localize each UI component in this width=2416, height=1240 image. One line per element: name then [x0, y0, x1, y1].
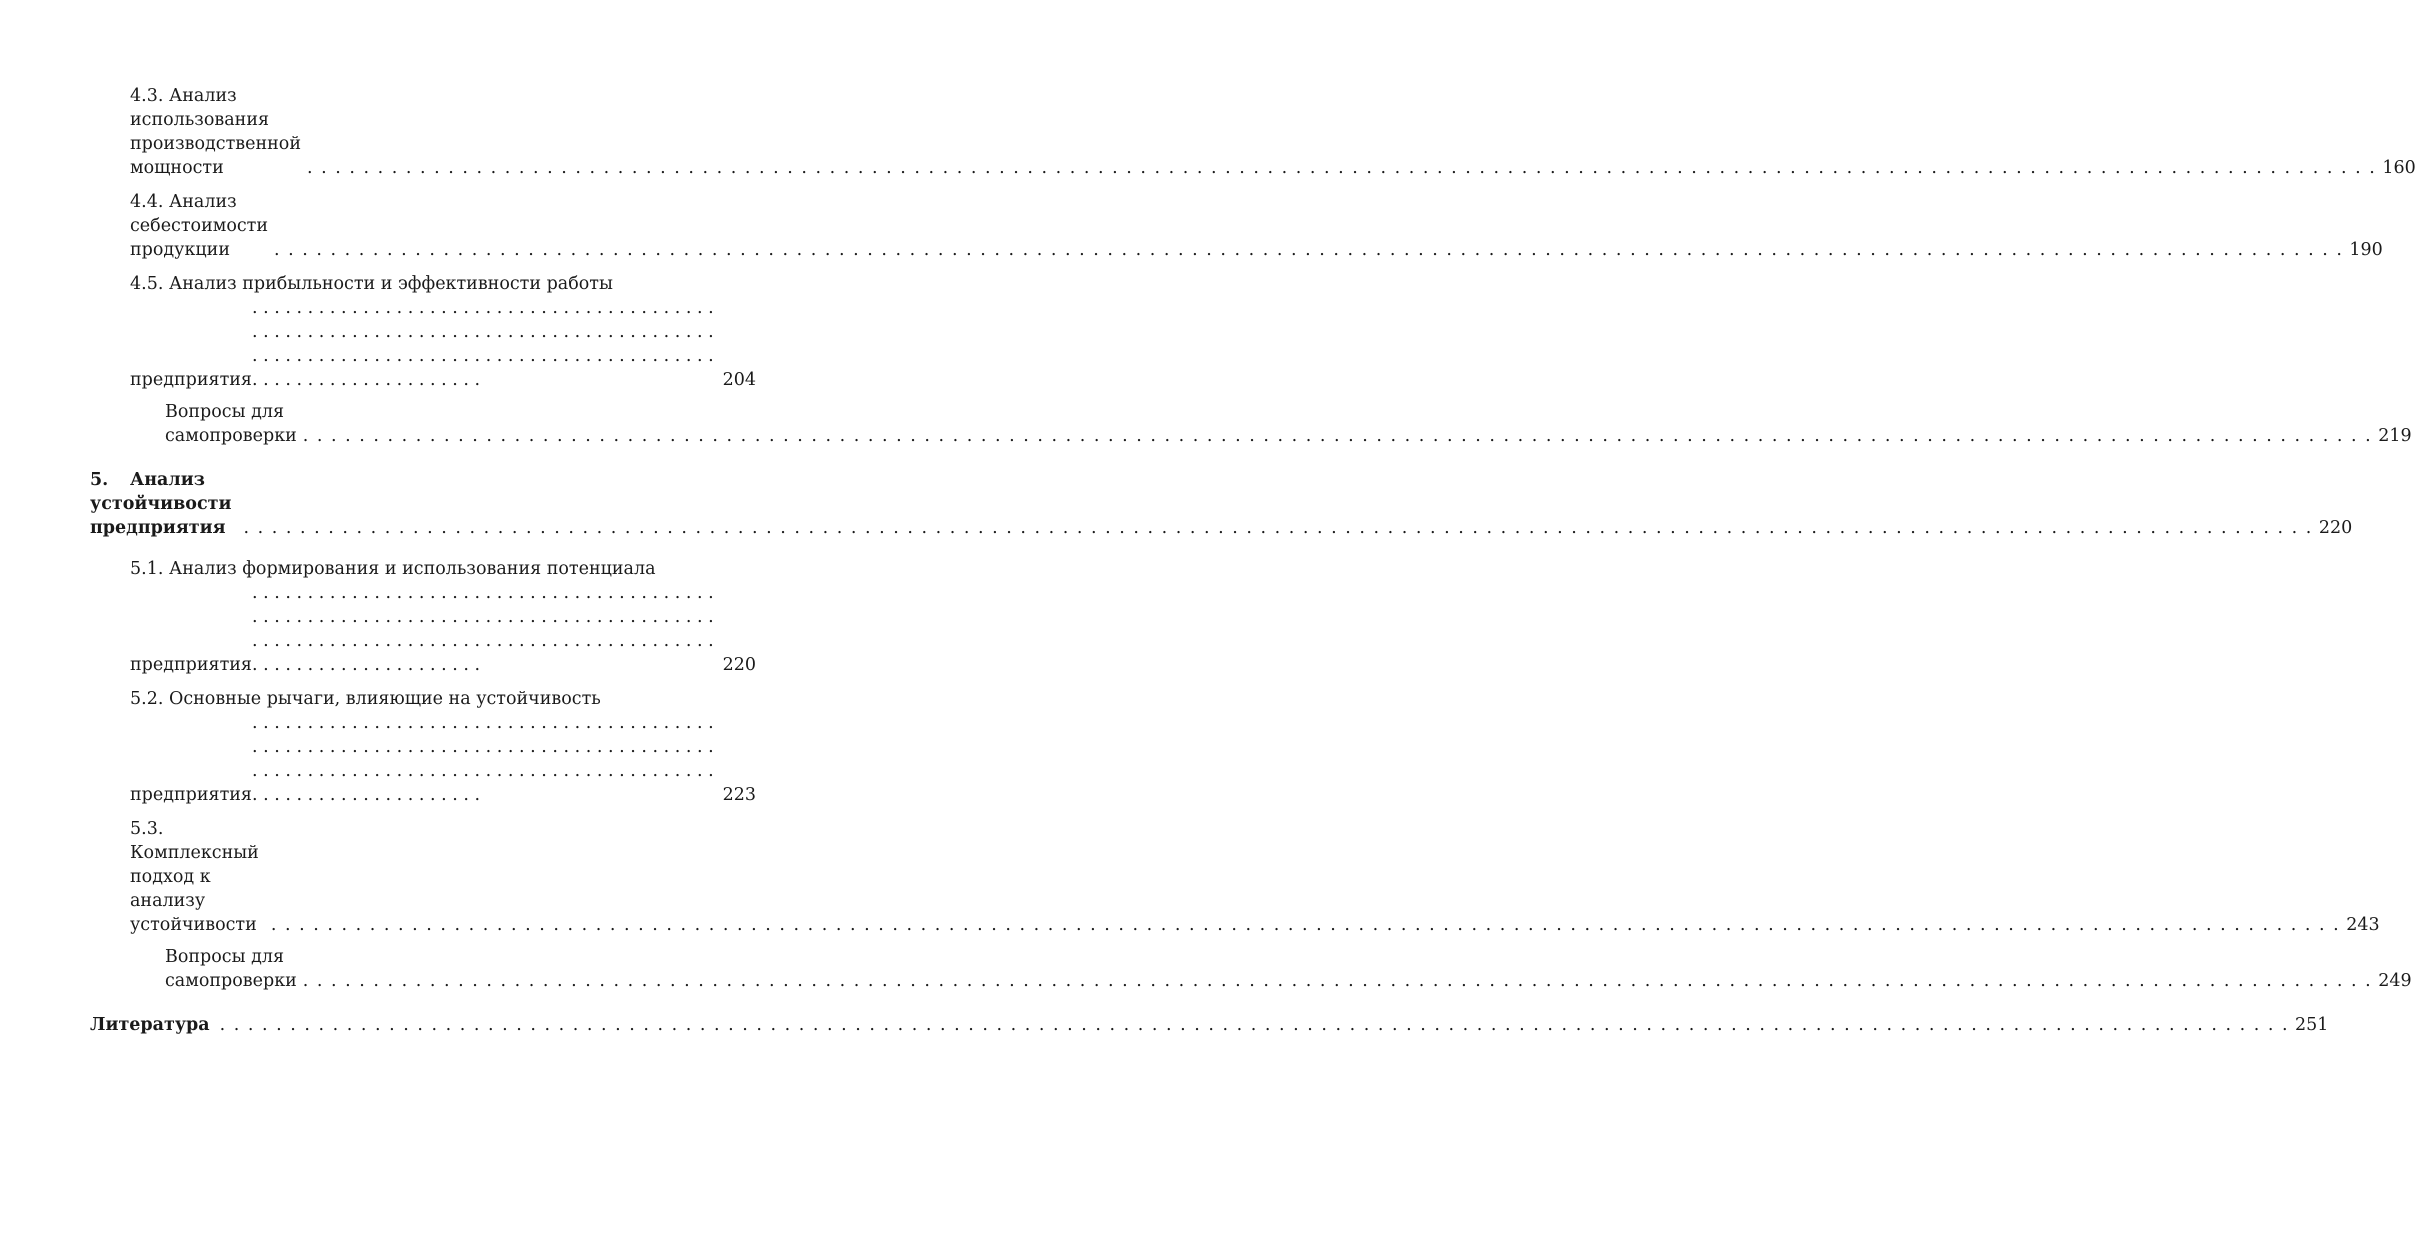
- toc-entry-title: Вопросы для самопроверки: [165, 947, 297, 991]
- toc-chapter-number: 5.: [90, 470, 109, 490]
- toc-page-number: 243: [2346, 915, 2380, 935]
- toc-entry-title-text: Основные рычаги, влияющие на устойчивость: [168, 689, 601, 709]
- toc-entry-4-3[interactable]: [90, 84, 2416, 180]
- toc-entry-title-text: Комплексный подход к анализу устойчивости: [130, 843, 259, 935]
- dot-leader: . . . . . . . . . . . . . . . . . . . . . . . . . . . . . . . . . . . . . . . . . . . . . . . . . . . . . . . . . . . . . . . . . . . . . . . . . . . . . . . . . . . . . . . . . . . . . . . . . . . . . . . . . . . . . . . . . . . . . . . . . . . . . . . . . . . . . . . . . . . . . . . . . . .: [251, 713, 714, 805]
- toc-entry-title-continued: предприятия: [130, 785, 252, 805]
- toc-entry-title: [130, 272, 756, 296]
- toc-entry-5-2[interactable]: [90, 687, 756, 807]
- toc-page-number: 190: [2349, 240, 2383, 260]
- toc-entry-title-continued: предприятия: [130, 655, 252, 675]
- toc-entry-literature[interactable]: [90, 1013, 2329, 1037]
- toc-page-number: 249: [2378, 971, 2412, 991]
- toc-page-number: 160: [2382, 158, 2416, 178]
- toc-entry-title: [130, 190, 268, 262]
- toc-entry-title-text: Анализ формирования и использования потенциала: [168, 559, 656, 579]
- toc-chapter-5[interactable]: [90, 468, 2353, 540]
- toc-entry-number: 5.2.: [130, 689, 164, 709]
- dot-leader: . . . . . . . . . . . . . . . . . . . . . . . . . . . . . . . . . . . . . . . . . . . . . . . . . . . . . . . . . . . . . . . . . . . . . . . . . . . . . . . . . . . . . . . . . . . . . . . . . . . . . . . . . . . . . . . . . . . . . . . . . . . . . . . . . . . . . . . . . . . . . . . . . . .: [274, 240, 2344, 260]
- toc-entry-5-3[interactable]: [90, 817, 2380, 937]
- toc-entry-title: [130, 687, 756, 711]
- toc-entry-number: 4.4.: [130, 192, 164, 212]
- dot-leader: . . . . . . . . . . . . . . . . . . . . . . . . . . . . . . . . . . . . . . . . . . . . . . . . . . . . . . . . . . . . . . . . . . . . . . . . . . . . . . . . . . . . . . . . . . . . . . . . . . . . . . . . . . . . . . . . . . . . . . . . . . . . . . . . . . . . . . . . . . . . . . . . . . .: [251, 298, 714, 390]
- toc-entry-review-questions-4[interactable]: [90, 400, 2412, 448]
- dot-leader: . . . . . . . . . . . . . . . . . . . . . . . . . . . . . . . . . . . . . . . . . . . . . . . . . . . . . . . . . . . . . . . . . . . . . . . . . . . . . . . . . . . . . . . . . . . . . . . . . . . . . . . . . . . . . . . . . . . . . . . . . . . . . . . . . . . . . . . . . . . . . . . . . . .: [243, 518, 2313, 538]
- toc-page-number: 219: [2378, 426, 2412, 446]
- toc-page-number: 220: [722, 655, 756, 675]
- toc-entry-number: 5.3.: [130, 819, 164, 839]
- toc-entry-title-continued: предприятия: [130, 370, 252, 390]
- toc-entry-title: [130, 84, 301, 180]
- toc-chapter-title: [90, 468, 231, 540]
- toc-entry-5-1[interactable]: [90, 557, 756, 677]
- toc-entry-title: [130, 817, 259, 937]
- toc-entry-title: Литература: [90, 1015, 210, 1035]
- dot-leader: . . . . . . . . . . . . . . . . . . . . . . . . . . . . . . . . . . . . . . . . . . . . . . . . . . . . . . . . . . . . . . . . . . . . . . . . . . . . . . . . . . . . . . . . . . . . . . . . . . . . . . . . . . . . . . . . . . . . . . . . . . . . . . . . . . . . . . . . . . . . . . . . . . .: [302, 971, 2373, 991]
- toc-entry-title-text: Анализ прибыльности и эффективности работы: [168, 274, 613, 294]
- toc-chapter-title-text: Анализ устойчивости предприятия: [90, 470, 232, 538]
- toc-page-number: 204: [722, 370, 756, 390]
- toc-entry-title-text: Анализ себестоимости продукции: [130, 192, 269, 260]
- dot-leader: . . . . . . . . . . . . . . . . . . . . . . . . . . . . . . . . . . . . . . . . . . . . . . . . . . . . . . . . . . . . . . . . . . . . . . . . . . . . . . . . . . . . . . . . . . . . . . . . . . . . . . . . . . . . . . . . . . . . . . . . . . . . . . . . . . . . . . . . . . . . . . . . . . .: [251, 583, 714, 675]
- toc-entry-number: 4.3.: [130, 86, 164, 106]
- dot-leader: . . . . . . . . . . . . . . . . . . . . . . . . . . . . . . . . . . . . . . . . . . . . . . . . . . . . . . . . . . . . . . . . . . . . . . . . . . . . . . . . . . . . . . . . . . . . . . . . . . . . . . . . . . . . . . . . . . . . . . . . . . . . . . . . . . . . . . . . . . . . . . . . . . .: [306, 158, 2377, 178]
- toc-page-number: 223: [722, 785, 756, 805]
- toc-entry-title: [130, 557, 756, 581]
- toc-entry-4-4[interactable]: [90, 190, 2383, 262]
- dot-leader: . . . . . . . . . . . . . . . . . . . . . . . . . . . . . . . . . . . . . . . . . . . . . . . . . . . . . . . . . . . . . . . . . . . . . . . . . . . . . . . . . . . . . . . . . . . . . . . . . . . . . . . . . . . . . . . . . . . . . . . . . . . . . . . . . . . . . . . . . . . . . . . . . . .: [302, 426, 2373, 446]
- toc-page-number: 220: [2318, 518, 2353, 538]
- toc-entry-number: 5.1.: [130, 559, 164, 579]
- toc-entry-title: Вопросы для самопроверки: [165, 402, 297, 446]
- dot-leader: . . . . . . . . . . . . . . . . . . . . . . . . . . . . . . . . . . . . . . . . . . . . . . . . . . . . . . . . . . . . . . . . . . . . . . . . . . . . . . . . . . . . . . . . . . . . . . . . . . . . . . . . . . . . . . . . . . . . . . . . . . . . . . . . . . . . . . . . . . . . . . . . . . .: [219, 1015, 2290, 1035]
- table-of-contents: [90, 84, 2416, 1037]
- toc-entry-number: 4.5.: [130, 274, 164, 294]
- toc-entry-title-text: Анализ использования производственной мощности: [130, 86, 301, 178]
- toc-entry-review-questions-5[interactable]: [90, 945, 2412, 993]
- toc-entry-4-5[interactable]: [90, 272, 756, 392]
- toc-page-number: 251: [2295, 1015, 2329, 1035]
- dot-leader: . . . . . . . . . . . . . . . . . . . . . . . . . . . . . . . . . . . . . . . . . . . . . . . . . . . . . . . . . . . . . . . . . . . . . . . . . . . . . . . . . . . . . . . . . . . . . . . . . . . . . . . . . . . . . . . . . . . . . . . . . . . . . . . . . . . . . . . . . . . . . . . . . . .: [270, 915, 2341, 935]
